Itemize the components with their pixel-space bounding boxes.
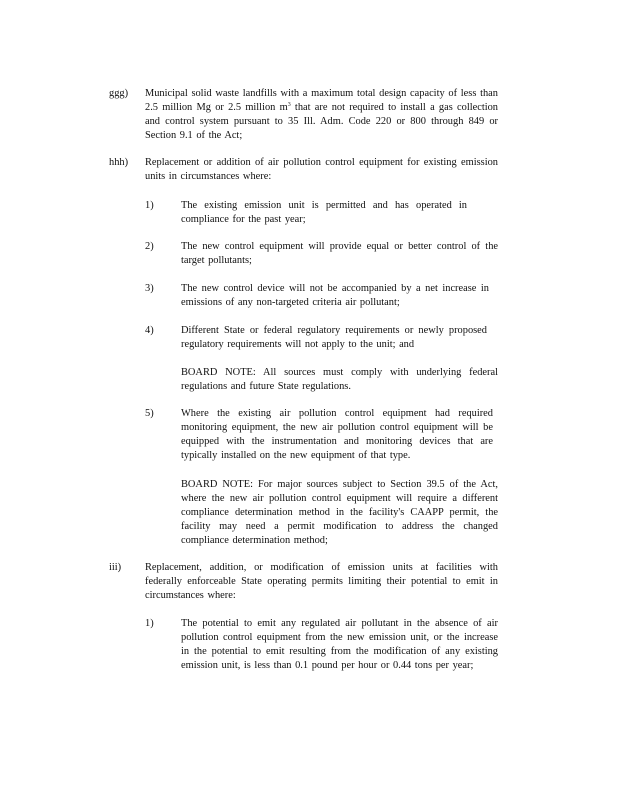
board-note-2: BOARD NOTE: For major sources subject to Section 39.5 of the Act, where the new air pollution control equipment will require a different compliance determination method in the facility's CAAPP permit, the facility may need a permit modification to address the changed compliance determination method; (181, 479, 498, 546)
item-text-iii: Replacement, addition, or modification of emission units at facilities with federally enforceable State operating permits limiting their potential to emit in circumstances where: (145, 562, 498, 601)
item-text-ggg (145, 87, 498, 143)
sub-label-hhh-3: 3) (145, 283, 154, 294)
item-label-hhh: hhh) (109, 157, 129, 168)
sub-text-hhh-3: The new control device will not be accompanied by a net increase in emissions of any non-targeted criteria air pollutant; (181, 283, 489, 308)
item-label-iii: iii) (109, 562, 122, 573)
sub-text-hhh-1: The existing emission unit is permitted and has operated in compliance for the past year; (181, 200, 467, 225)
sub-text-hhh-5: Where the existing air pollution control equipment had required monitoring equipment, the new air pollution control equipment will be equipped with the instrumentation and monitoring devices that are typically installed on the new equipment of that type. (181, 408, 493, 461)
item-text-ggg-part2: that are not required to install a gas collection and control system pursuant to 35 Ill. Adm. Code 220 or 800 through 849 or Section 9.1 of the Act; (145, 102, 498, 141)
superscript-exponent: 3 (287, 102, 291, 108)
item-text-ggg-part1: Municipal solid waste landfills with a maximum total design capacity of less than 2.5 million Mg or 2.5 million m (145, 88, 498, 113)
board-note-1: BOARD NOTE: All sources must comply with underlying federal regulations and future State regulations. (181, 367, 498, 392)
sub-label-hhh-1: 1) (145, 200, 154, 211)
item-text-hhh: Replacement or addition of air pollution control equipment for existing emission units in circumstances where: (145, 157, 498, 182)
sub-text-iii-1: The potential to emit any regulated air pollutant in the absence of air pollution control equipment from the new emission unit, or the increase in the potential to emit resulting from the modification of any existing emission unit, is less than 0.1 pound per hour or 0.44 tons per year; (181, 618, 498, 671)
sub-label-hhh-4: 4) (145, 325, 154, 336)
sub-label-hhh-5: 5) (145, 408, 154, 419)
sub-label-iii-1: 1) (145, 618, 154, 629)
sub-text-hhh-4: Different State or federal regulatory requirements or newly proposed regulatory requirements will not apply to the unit; and (181, 325, 487, 350)
item-label-ggg: ggg) (109, 88, 129, 99)
sub-text-hhh-2: The new control equipment will provide equal or better control of the target pollutants; (181, 241, 498, 266)
sub-label-hhh-2: 2) (145, 241, 154, 252)
